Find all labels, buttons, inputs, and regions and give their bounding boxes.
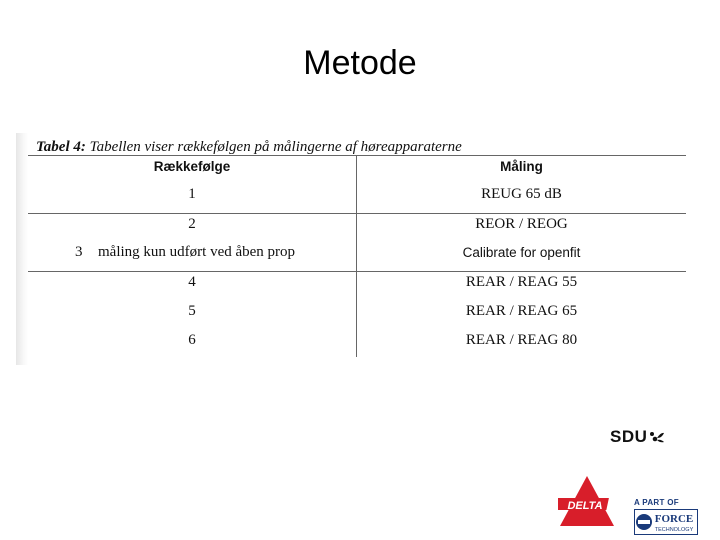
measurement-table — [28, 155, 686, 357]
row-4-measurement: REAR / REAG 55 — [465, 274, 578, 290]
table-rule — [28, 271, 686, 272]
row-2-order: 2 — [188, 216, 196, 232]
table-caption — [36, 139, 462, 156]
row-2-measurement: REOR / REOG — [475, 216, 568, 232]
force-logo-subtext: TECHNOLOGY — [654, 527, 694, 533]
row-3-measurement: Calibrate for openfit — [462, 245, 581, 260]
a-part-of-label: A PART OF — [634, 498, 679, 507]
delta-logo-text: DELTA — [567, 500, 603, 512]
row-6-order: 6 — [188, 332, 196, 348]
image-edge-shadow — [16, 133, 28, 365]
table-rule — [28, 213, 686, 214]
sdu-logo — [610, 427, 665, 447]
row-3-note: måling kun udført ved åben prop — [98, 244, 296, 260]
sdu-leaf-icon — [649, 430, 665, 444]
row-1-measurement: REUG 65 dB — [481, 186, 562, 202]
row-6-measurement: REAR / REAG 80 — [465, 332, 578, 348]
header-order: Rækkefølge — [153, 159, 231, 174]
force-technology-logo — [634, 509, 698, 535]
sdu-logo-text: SDU — [610, 427, 648, 446]
row-5-order: 5 — [188, 303, 196, 319]
table-rule — [28, 155, 686, 156]
row-5-measurement: REAR / REAG 65 — [465, 303, 578, 319]
header-measurement: Måling — [500, 159, 543, 174]
row-3-order: 3 — [75, 244, 83, 260]
delta-logo — [558, 474, 616, 532]
table-caption-text: Tabellen viser rækkefølgen på målingerne af høreapparaterne — [85, 139, 462, 155]
row-1-order: 1 — [188, 186, 196, 202]
slide-title: Metode — [303, 44, 417, 82]
table-image — [16, 133, 688, 365]
row-4-order: 4 — [188, 274, 196, 290]
force-logo-text: FORCE — [654, 513, 694, 525]
table-caption-label: Tabel 4: — [36, 139, 86, 155]
